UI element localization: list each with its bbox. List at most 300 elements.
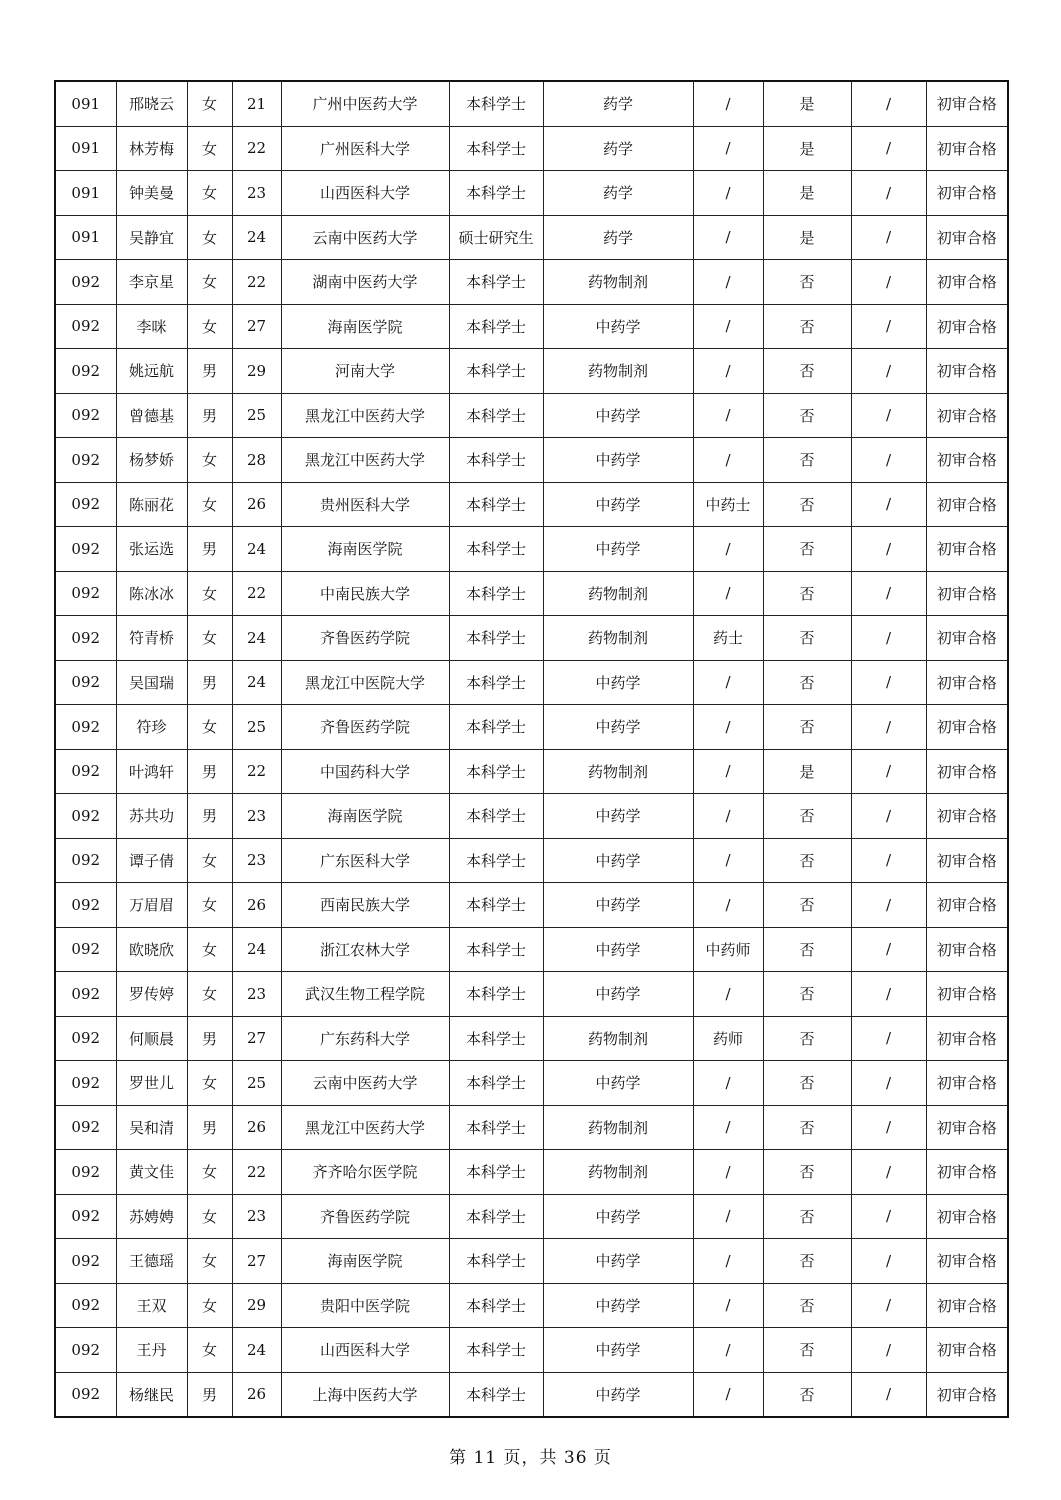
- post-code-cell: 092: [55, 304, 116, 349]
- age-cell: 29: [232, 1283, 281, 1328]
- gender-cell: 男: [187, 349, 232, 394]
- fresh-graduate-cell: 否: [763, 972, 851, 1017]
- major-cell: 中药学: [543, 883, 693, 928]
- post-code-cell: 092: [55, 260, 116, 305]
- school-cell: 黑龙江中医院大学: [281, 660, 449, 705]
- gender-cell: 女: [187, 838, 232, 883]
- table-row: [55, 126, 1008, 171]
- qualification-cell: /: [693, 972, 763, 1017]
- review-result-cell: 初审合格: [926, 260, 1008, 305]
- name-cell: 杨梦娇: [116, 438, 187, 483]
- qualification-cell: /: [693, 660, 763, 705]
- major-cell: 药学: [543, 126, 693, 171]
- gender-cell: 女: [187, 482, 232, 527]
- fresh-graduate-cell: 是: [763, 215, 851, 260]
- fresh-graduate-cell: 否: [763, 260, 851, 305]
- post-code-cell: 091: [55, 215, 116, 260]
- age-cell: 27: [232, 1239, 281, 1284]
- degree-cell: 本科学士: [449, 749, 543, 794]
- other-cell: /: [851, 438, 926, 483]
- review-result-cell: 初审合格: [926, 126, 1008, 171]
- review-result-cell: 初审合格: [926, 482, 1008, 527]
- page-number: 第 11 页，共 36 页: [449, 1448, 612, 1468]
- fresh-graduate-cell: 否: [763, 1328, 851, 1373]
- degree-cell: 本科学士: [449, 482, 543, 527]
- qualification-cell: /: [693, 393, 763, 438]
- school-cell: 西南民族大学: [281, 883, 449, 928]
- age-cell: 24: [232, 660, 281, 705]
- applicant-table-body: [55, 81, 1008, 1417]
- other-cell: /: [851, 616, 926, 661]
- qualification-cell: /: [693, 705, 763, 750]
- school-cell: 浙江农林大学: [281, 927, 449, 972]
- age-cell: 23: [232, 794, 281, 839]
- name-cell: 罗传婷: [116, 972, 187, 1017]
- applicant-table: [54, 80, 1009, 1418]
- major-cell: 药物制剂: [543, 749, 693, 794]
- degree-cell: 本科学士: [449, 616, 543, 661]
- name-cell: 叶鸿轩: [116, 749, 187, 794]
- name-cell: 陈丽花: [116, 482, 187, 527]
- school-cell: 贵州医科大学: [281, 482, 449, 527]
- fresh-graduate-cell: 否: [763, 1372, 851, 1417]
- age-cell: 26: [232, 883, 281, 928]
- fresh-graduate-cell: 否: [763, 482, 851, 527]
- age-cell: 27: [232, 304, 281, 349]
- school-cell: 齐鲁医药学院: [281, 705, 449, 750]
- review-result-cell: 初审合格: [926, 171, 1008, 216]
- school-cell: 黑龙江中医药大学: [281, 1105, 449, 1150]
- other-cell: /: [851, 749, 926, 794]
- review-result-cell: 初审合格: [926, 438, 1008, 483]
- other-cell: /: [851, 1372, 926, 1417]
- degree-cell: 本科学士: [449, 660, 543, 705]
- review-result-cell: 初审合格: [926, 393, 1008, 438]
- age-cell: 23: [232, 171, 281, 216]
- other-cell: /: [851, 482, 926, 527]
- gender-cell: 男: [187, 1016, 232, 1061]
- gender-cell: 女: [187, 705, 232, 750]
- review-result-cell: 初审合格: [926, 1105, 1008, 1150]
- other-cell: /: [851, 660, 926, 705]
- age-cell: 22: [232, 260, 281, 305]
- qualification-cell: /: [693, 171, 763, 216]
- table-row: [55, 1328, 1008, 1373]
- qualification-cell: /: [693, 81, 763, 126]
- gender-cell: 男: [187, 1372, 232, 1417]
- name-cell: 姚远航: [116, 349, 187, 394]
- major-cell: 中药学: [543, 794, 693, 839]
- age-cell: 23: [232, 838, 281, 883]
- fresh-graduate-cell: 否: [763, 705, 851, 750]
- table-row: [55, 527, 1008, 572]
- review-result-cell: 初审合格: [926, 215, 1008, 260]
- qualification-cell: /: [693, 571, 763, 616]
- name-cell: 王德瑶: [116, 1239, 187, 1284]
- review-result-cell: 初审合格: [926, 616, 1008, 661]
- table-row: [55, 1283, 1008, 1328]
- review-result-cell: 初审合格: [926, 304, 1008, 349]
- other-cell: /: [851, 1283, 926, 1328]
- age-cell: 22: [232, 1150, 281, 1195]
- gender-cell: 女: [187, 1328, 232, 1373]
- fresh-graduate-cell: 否: [763, 393, 851, 438]
- qualification-cell: 中药士: [693, 482, 763, 527]
- major-cell: 中药学: [543, 527, 693, 572]
- gender-cell: 女: [187, 215, 232, 260]
- school-cell: 湖南中医药大学: [281, 260, 449, 305]
- post-code-cell: 092: [55, 1239, 116, 1284]
- name-cell: 何顺晨: [116, 1016, 187, 1061]
- age-cell: 24: [232, 527, 281, 572]
- gender-cell: 女: [187, 616, 232, 661]
- post-code-cell: 092: [55, 838, 116, 883]
- fresh-graduate-cell: 否: [763, 1061, 851, 1106]
- major-cell: 中药学: [543, 393, 693, 438]
- school-cell: 河南大学: [281, 349, 449, 394]
- table-row: [55, 749, 1008, 794]
- review-result-cell: 初审合格: [926, 1194, 1008, 1239]
- post-code-cell: 092: [55, 1016, 116, 1061]
- other-cell: /: [851, 838, 926, 883]
- other-cell: /: [851, 1150, 926, 1195]
- school-cell: 广东药科大学: [281, 1016, 449, 1061]
- degree-cell: 本科学士: [449, 705, 543, 750]
- fresh-graduate-cell: 是: [763, 171, 851, 216]
- qualification-cell: /: [693, 260, 763, 305]
- major-cell: 药物制剂: [543, 571, 693, 616]
- gender-cell: 男: [187, 393, 232, 438]
- fresh-graduate-cell: 否: [763, 571, 851, 616]
- school-cell: 黑龙江中医药大学: [281, 393, 449, 438]
- school-cell: 武汉生物工程学院: [281, 972, 449, 1017]
- age-cell: 21: [232, 81, 281, 126]
- other-cell: /: [851, 349, 926, 394]
- review-result-cell: 初审合格: [926, 705, 1008, 750]
- review-result-cell: 初审合格: [926, 1150, 1008, 1195]
- age-cell: 27: [232, 1016, 281, 1061]
- fresh-graduate-cell: 是: [763, 126, 851, 171]
- post-code-cell: 091: [55, 81, 116, 126]
- post-code-cell: 092: [55, 1061, 116, 1106]
- major-cell: 中药学: [543, 838, 693, 883]
- age-cell: 22: [232, 126, 281, 171]
- other-cell: /: [851, 1328, 926, 1373]
- degree-cell: 本科学士: [449, 883, 543, 928]
- major-cell: 中药学: [543, 482, 693, 527]
- school-cell: 中南民族大学: [281, 571, 449, 616]
- fresh-graduate-cell: 否: [763, 660, 851, 705]
- age-cell: 24: [232, 215, 281, 260]
- gender-cell: 男: [187, 527, 232, 572]
- table-row: [55, 1194, 1008, 1239]
- gender-cell: 女: [187, 972, 232, 1017]
- review-result-cell: 初审合格: [926, 927, 1008, 972]
- gender-cell: 女: [187, 126, 232, 171]
- gender-cell: 女: [187, 260, 232, 305]
- gender-cell: 男: [187, 660, 232, 705]
- major-cell: 药学: [543, 215, 693, 260]
- post-code-cell: 092: [55, 438, 116, 483]
- age-cell: 26: [232, 482, 281, 527]
- other-cell: /: [851, 126, 926, 171]
- fresh-graduate-cell: 否: [763, 927, 851, 972]
- degree-cell: 硕士研究生: [449, 215, 543, 260]
- other-cell: /: [851, 527, 926, 572]
- name-cell: 张运选: [116, 527, 187, 572]
- table-row: [55, 883, 1008, 928]
- major-cell: 药学: [543, 81, 693, 126]
- major-cell: 药物制剂: [543, 260, 693, 305]
- degree-cell: 本科学士: [449, 349, 543, 394]
- post-code-cell: 092: [55, 571, 116, 616]
- age-cell: 22: [232, 749, 281, 794]
- other-cell: /: [851, 972, 926, 1017]
- name-cell: 苏共功: [116, 794, 187, 839]
- other-cell: /: [851, 794, 926, 839]
- gender-cell: 女: [187, 927, 232, 972]
- degree-cell: 本科学士: [449, 1150, 543, 1195]
- age-cell: 24: [232, 1328, 281, 1373]
- gender-cell: 女: [187, 81, 232, 126]
- table-row: [55, 393, 1008, 438]
- qualification-cell: /: [693, 749, 763, 794]
- fresh-graduate-cell: 否: [763, 1239, 851, 1284]
- table-row: [55, 794, 1008, 839]
- review-result-cell: 初审合格: [926, 1239, 1008, 1284]
- age-cell: 28: [232, 438, 281, 483]
- table-row: [55, 1372, 1008, 1417]
- name-cell: 万眉眉: [116, 883, 187, 928]
- table-row: [55, 215, 1008, 260]
- major-cell: 中药学: [543, 1283, 693, 1328]
- school-cell: 广州中医药大学: [281, 81, 449, 126]
- fresh-graduate-cell: 否: [763, 527, 851, 572]
- qualification-cell: /: [693, 838, 763, 883]
- name-cell: 钟美曼: [116, 171, 187, 216]
- table-row: [55, 660, 1008, 705]
- gender-cell: 男: [187, 794, 232, 839]
- name-cell: 谭子倩: [116, 838, 187, 883]
- major-cell: 中药学: [543, 1194, 693, 1239]
- qualification-cell: /: [693, 1328, 763, 1373]
- school-cell: 齐鲁医药学院: [281, 616, 449, 661]
- gender-cell: 男: [187, 1105, 232, 1150]
- qualification-cell: /: [693, 1061, 763, 1106]
- other-cell: /: [851, 215, 926, 260]
- post-code-cell: 091: [55, 126, 116, 171]
- qualification-cell: /: [693, 438, 763, 483]
- table-row: [55, 1150, 1008, 1195]
- school-cell: 海南医学院: [281, 794, 449, 839]
- post-code-cell: 092: [55, 482, 116, 527]
- school-cell: 山西医科大学: [281, 1328, 449, 1373]
- name-cell: 王双: [116, 1283, 187, 1328]
- other-cell: /: [851, 171, 926, 216]
- qualification-cell: /: [693, 1372, 763, 1417]
- review-result-cell: 初审合格: [926, 972, 1008, 1017]
- qualification-cell: /: [693, 1105, 763, 1150]
- major-cell: 中药学: [543, 972, 693, 1017]
- name-cell: 符青桥: [116, 616, 187, 661]
- other-cell: /: [851, 260, 926, 305]
- age-cell: 22: [232, 571, 281, 616]
- review-result-cell: 初审合格: [926, 1283, 1008, 1328]
- degree-cell: 本科学士: [449, 304, 543, 349]
- table-row: [55, 81, 1008, 126]
- table-row: [55, 571, 1008, 616]
- table-row: [55, 304, 1008, 349]
- table-row: [55, 438, 1008, 483]
- name-cell: 吴国瑞: [116, 660, 187, 705]
- major-cell: 药物制剂: [543, 1105, 693, 1150]
- qualification-cell: /: [693, 883, 763, 928]
- other-cell: /: [851, 1194, 926, 1239]
- age-cell: 23: [232, 972, 281, 1017]
- review-result-cell: 初审合格: [926, 81, 1008, 126]
- school-cell: 海南医学院: [281, 1239, 449, 1284]
- qualification-cell: /: [693, 1239, 763, 1284]
- name-cell: 王丹: [116, 1328, 187, 1373]
- school-cell: 云南中医药大学: [281, 1061, 449, 1106]
- qualification-cell: 药士: [693, 616, 763, 661]
- degree-cell: 本科学士: [449, 527, 543, 572]
- major-cell: 药物制剂: [543, 1150, 693, 1195]
- name-cell: 符珍: [116, 705, 187, 750]
- review-result-cell: 初审合格: [926, 571, 1008, 616]
- age-cell: 25: [232, 1061, 281, 1106]
- age-cell: 24: [232, 927, 281, 972]
- post-code-cell: 092: [55, 1194, 116, 1239]
- degree-cell: 本科学士: [449, 1194, 543, 1239]
- degree-cell: 本科学士: [449, 1239, 543, 1284]
- degree-cell: 本科学士: [449, 393, 543, 438]
- review-result-cell: 初审合格: [926, 527, 1008, 572]
- fresh-graduate-cell: 否: [763, 1194, 851, 1239]
- school-cell: 黑龙江中医药大学: [281, 438, 449, 483]
- degree-cell: 本科学士: [449, 1061, 543, 1106]
- major-cell: 药学: [543, 171, 693, 216]
- qualification-cell: /: [693, 215, 763, 260]
- degree-cell: 本科学士: [449, 1105, 543, 1150]
- post-code-cell: 092: [55, 1283, 116, 1328]
- review-result-cell: 初审合格: [926, 749, 1008, 794]
- review-result-cell: 初审合格: [926, 660, 1008, 705]
- name-cell: 欧晓欣: [116, 927, 187, 972]
- qualification-cell: /: [693, 1283, 763, 1328]
- post-code-cell: 092: [55, 794, 116, 839]
- school-cell: 齐齐哈尔医学院: [281, 1150, 449, 1195]
- degree-cell: 本科学士: [449, 838, 543, 883]
- other-cell: /: [851, 1239, 926, 1284]
- gender-cell: 女: [187, 1239, 232, 1284]
- fresh-graduate-cell: 否: [763, 438, 851, 483]
- school-cell: 海南医学院: [281, 304, 449, 349]
- qualification-cell: 中药师: [693, 927, 763, 972]
- school-cell: 齐鲁医药学院: [281, 1194, 449, 1239]
- qualification-cell: 药师: [693, 1016, 763, 1061]
- post-code-cell: 092: [55, 705, 116, 750]
- qualification-cell: /: [693, 527, 763, 572]
- fresh-graduate-cell: 否: [763, 1105, 851, 1150]
- table-row: [55, 972, 1008, 1017]
- gender-cell: 女: [187, 571, 232, 616]
- gender-cell: 女: [187, 1283, 232, 1328]
- name-cell: 吴静宜: [116, 215, 187, 260]
- table-row: [55, 1105, 1008, 1150]
- school-cell: 广州医科大学: [281, 126, 449, 171]
- fresh-graduate-cell: 否: [763, 794, 851, 839]
- major-cell: 中药学: [543, 1239, 693, 1284]
- school-cell: 海南医学院: [281, 527, 449, 572]
- gender-cell: 女: [187, 883, 232, 928]
- post-code-cell: 092: [55, 1150, 116, 1195]
- other-cell: /: [851, 81, 926, 126]
- table-row: [55, 349, 1008, 394]
- name-cell: 杨继民: [116, 1372, 187, 1417]
- fresh-graduate-cell: 否: [763, 616, 851, 661]
- review-result-cell: 初审合格: [926, 794, 1008, 839]
- degree-cell: 本科学士: [449, 171, 543, 216]
- school-cell: 上海中医药大学: [281, 1372, 449, 1417]
- school-cell: 广东医科大学: [281, 838, 449, 883]
- post-code-cell: 091: [55, 171, 116, 216]
- other-cell: /: [851, 304, 926, 349]
- name-cell: 黄文佳: [116, 1150, 187, 1195]
- fresh-graduate-cell: 否: [763, 883, 851, 928]
- review-result-cell: 初审合格: [926, 1372, 1008, 1417]
- major-cell: 药物制剂: [543, 616, 693, 661]
- age-cell: 25: [232, 393, 281, 438]
- name-cell: 曾德基: [116, 393, 187, 438]
- review-result-cell: 初审合格: [926, 1016, 1008, 1061]
- table-row: [55, 1239, 1008, 1284]
- degree-cell: 本科学士: [449, 1016, 543, 1061]
- age-cell: 24: [232, 616, 281, 661]
- gender-cell: 男: [187, 749, 232, 794]
- other-cell: /: [851, 927, 926, 972]
- fresh-graduate-cell: 是: [763, 81, 851, 126]
- age-cell: 26: [232, 1372, 281, 1417]
- major-cell: 中药学: [543, 304, 693, 349]
- age-cell: 25: [232, 705, 281, 750]
- school-cell: 贵阳中医学院: [281, 1283, 449, 1328]
- table-row: [55, 171, 1008, 216]
- table-row: [55, 616, 1008, 661]
- post-code-cell: 092: [55, 660, 116, 705]
- fresh-graduate-cell: 否: [763, 349, 851, 394]
- name-cell: 林芳梅: [116, 126, 187, 171]
- gender-cell: 女: [187, 1150, 232, 1195]
- post-code-cell: 092: [55, 883, 116, 928]
- gender-cell: 女: [187, 1061, 232, 1106]
- degree-cell: 本科学士: [449, 571, 543, 616]
- qualification-cell: /: [693, 1194, 763, 1239]
- other-cell: /: [851, 705, 926, 750]
- qualification-cell: /: [693, 304, 763, 349]
- post-code-cell: 092: [55, 1372, 116, 1417]
- degree-cell: 本科学士: [449, 81, 543, 126]
- fresh-graduate-cell: 否: [763, 838, 851, 883]
- major-cell: 药物制剂: [543, 349, 693, 394]
- school-cell: 云南中医药大学: [281, 215, 449, 260]
- degree-cell: 本科学士: [449, 1328, 543, 1373]
- degree-cell: 本科学士: [449, 260, 543, 305]
- major-cell: 中药学: [543, 705, 693, 750]
- review-result-cell: 初审合格: [926, 883, 1008, 928]
- degree-cell: 本科学士: [449, 927, 543, 972]
- table-row: [55, 482, 1008, 527]
